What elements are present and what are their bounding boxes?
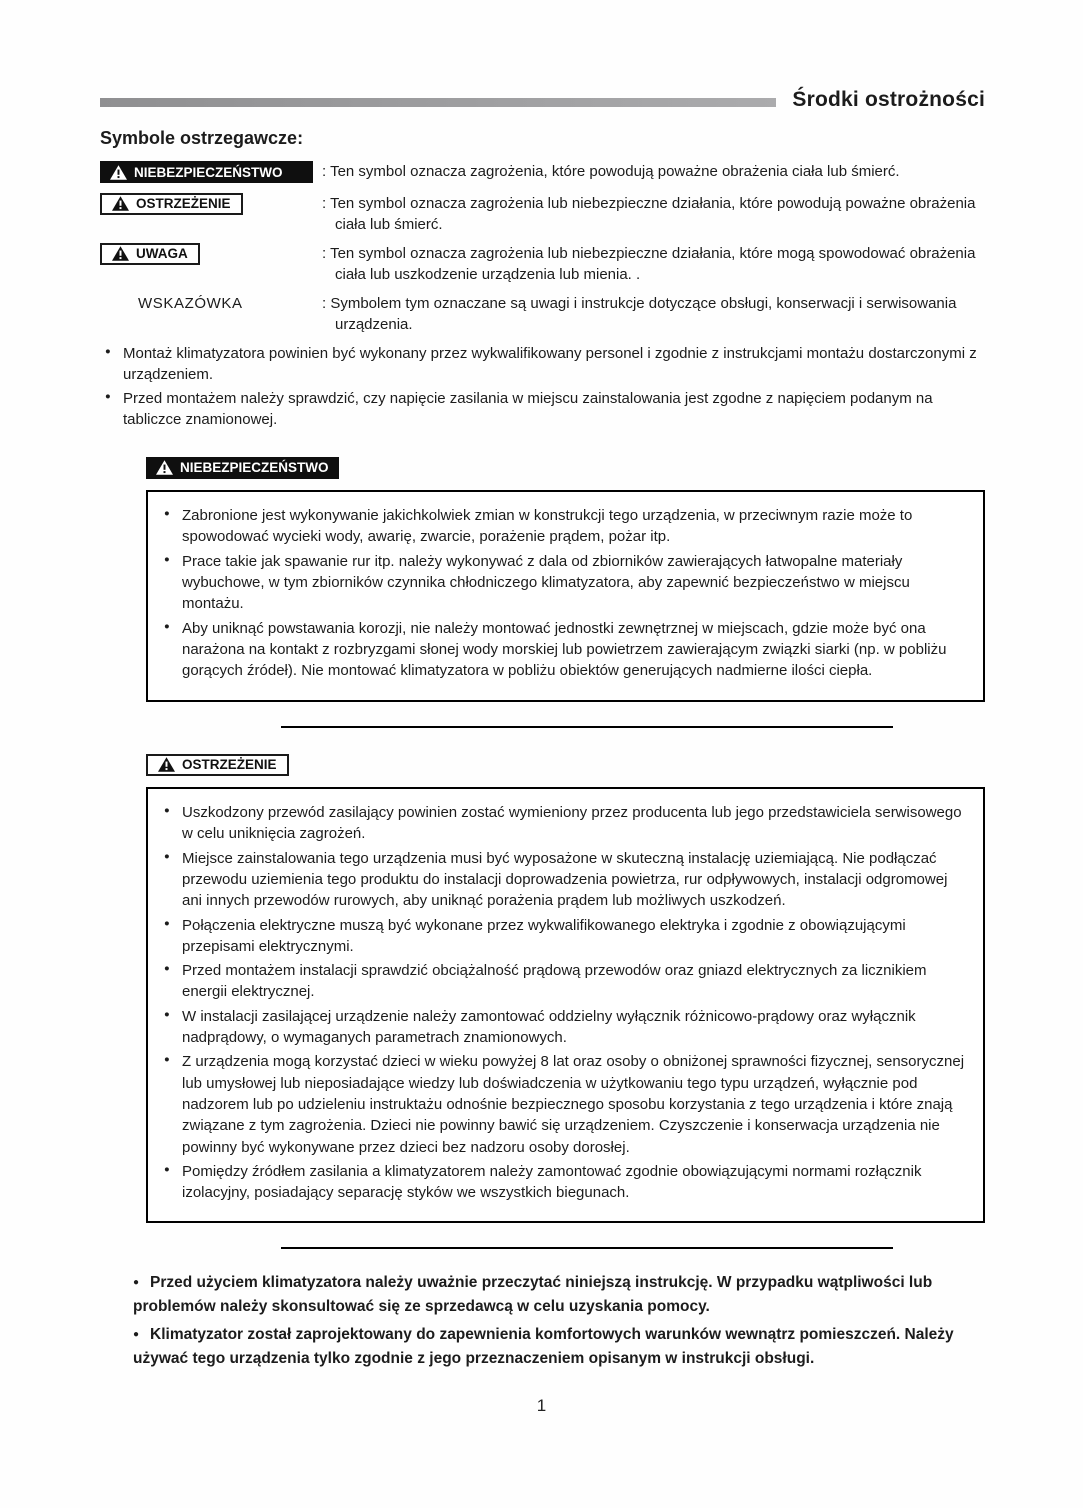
- list-item: ● Połączenia elektryczne muszą być wykonane przez wykwalifikowanego elektryka i zgodnie z obowiązującymi przepisami elektrycznymi.: [164, 915, 967, 958]
- list-item: ● Prace takie jak spawanie rur itp. należy wykonywać z dala od zbiorników zawierających łatwopalne materiały wybuchowe, w tym zbiorników czynnika chłodniczego klimatyzatora, aby zapewnić bezpieczeństwo w miejscu montażu.: [164, 551, 967, 615]
- symbol-description: : Symbolem tym oznaczane są uwagi i instrukcje dotyczące obsługi, konserwacji i serwisowania urządzenia.: [322, 294, 957, 333]
- list-item: ● Z urządzenia mogą korzystać dzieci w wieku powyżej 8 lat oraz osoby o obniżonej sprawności fizycznej, sensorycznej lub umysłowej lub nieposiadające wiedzy lub doświadczenia w użytkowaniu tego typu urządzeń, wyłącznie pod nadzorem lub po udzieleniu instruktażu odnośnie bezpiecznego sposobu korzystania z tego urządzenia i które znają związane z tym zagrożenia. Dzieci nie powinny bawić się urządzeniem. Czyszczenie i konserwacja urządzenia nie powinny być wykonywane przez dzieci bez nadzoru osoby dorosłej.: [164, 1051, 967, 1157]
- danger-section-badge-wrap: [146, 457, 985, 481]
- closing-notes: [133, 1271, 985, 1371]
- page-number: 1: [536, 1396, 547, 1415]
- warning-triangle-icon: [156, 460, 173, 475]
- danger-badge: [146, 457, 339, 479]
- warning-triangle-icon: [112, 196, 129, 211]
- badge-column: [100, 161, 322, 185]
- badge-label: NIEBEZPIECZEŃSTWO: [134, 164, 283, 180]
- warning-box: [146, 787, 985, 1223]
- symbol-description: : Ten symbol oznacza zagrożenia lub niebezpieczne działania, które mogą spowodować obrażenia ciała lub uszkodzenie urządzenia lub mienia. .: [322, 244, 976, 283]
- list-item: ● Pomiędzy źródłem zasilania a klimatyzatorem należy zamontować zgodnie obowiązującymi normami rozłącznik izolacyjny, posiadający separację styków we wszystkich biegunach.: [164, 1161, 967, 1204]
- danger-section: [146, 457, 985, 702]
- list-item: ● Aby uniknąć powstawania korozji, nie należy montować jednostki zewnętrznej w miejscach, gdzie może być ona narażona na kontakt z rozbryzgami słonej wody morskiej lub powietrzem zawierającym związki siarki (np. w pobliżu gorących źródeł). Nie montować klimatyzatora w pobliżu obiektów generujących nadmierne ilości ciepła.: [164, 618, 967, 682]
- danger-badge: [100, 161, 313, 183]
- warning-badge: [146, 754, 289, 776]
- symbol-description: : Ten symbol oznacza zagrożenia lub niebezpieczne działania, które powodują poważne obrażenia ciała lub śmierć.: [322, 194, 976, 233]
- badge-label: UWAGA: [136, 246, 188, 261]
- badge-column: [100, 243, 322, 285]
- symbol-description: : Ten symbol oznacza zagrożenia, które powodują poważne obrażenia ciała lub śmierć.: [322, 163, 900, 180]
- badge-label: NIEBEZPIECZEŃSTWO: [180, 460, 329, 476]
- note-label: WSKAZÓWKA: [138, 294, 243, 312]
- danger-box: [146, 490, 985, 701]
- list-item: ● Uszkodzony przewód zasilający powinien zostać wymieniony przez producenta lub jego przedstawiciela serwisowego w celu uniknięcia zagrożeń.: [164, 802, 967, 845]
- symbol-row-note: [100, 293, 985, 335]
- symbol-row-caution: [100, 243, 985, 285]
- warning-triangle-icon: [158, 757, 175, 772]
- list-item: ● Przed montażem należy sprawdzić, czy napięcie zasilania w miejscu zainstalowania jest zgodne z napięciem podanym na tabliczce znamionowej.: [105, 388, 985, 431]
- warning-triangle-icon: [110, 165, 127, 180]
- list-item: ● Przed montażem instalacji sprawdzić obciążalność prądową przewodów oraz gniazd elektrycznych za licznikiem energii elektrycznej.: [164, 960, 967, 1003]
- list-item: ● Montaż klimatyzatora powinien być wykonany przez wykwalifikowany personel i zgodnie z instrukcjami montażu dostarczonymi z urządzeniem.: [105, 343, 985, 386]
- list-item: ● W instalacji zasilającej urządzenie należy zamontować oddzielny wyłącznik różnicowo-prądowy oraz wyłącznik nadprądowy, o wymaganych parametrach znamionowych.: [164, 1006, 967, 1049]
- symbols-section-heading: Symbole ostrzegawcze:: [100, 128, 304, 148]
- caution-badge: [100, 243, 200, 265]
- danger-bullet-list: [164, 505, 967, 681]
- badge-label: OSTRZEŻENIE: [182, 757, 277, 773]
- list-item: ● Zabronione jest wykonywanie jakichkolwiek zmian w konstrukcji tego urządzenia, w przeciwnym razie może to spowodować wycieki wody, awarię, zwarcie, porażenie prądem, pożar itp.: [164, 505, 967, 548]
- warning-section-badge-wrap: [146, 754, 985, 778]
- intro-bullet-list: [105, 343, 985, 431]
- closing-note: ● Klimatyzator został zaprojektowany do zapewnienia komfortowych warunków wewnątrz pomieszczeń. Należy używać tego urządzenia tylko zgodnie z jego przeznaczeniem opisanym w instrukcji obsługi.: [133, 1323, 985, 1371]
- symbol-row-warning: [100, 193, 985, 235]
- divider-rule: [281, 1247, 893, 1249]
- list-item: ● Miejsce zainstalowania tego urządzenia musi być wyposażone w skuteczną instalację uziemiającą. Nie podłączać przewodu uziemienia tego produktu do instalacji doprowadzenia powietrza, rur odpływowych, instalacji odgromowej ani innych przewodów rurowych, aby uniknąć porażenia prądem lub możliwych uszkodzeń.: [164, 848, 967, 912]
- closing-note: ● Przed użyciem klimatyzatora należy uważnie przeczytać niniejszą instrukcję. W przypadku wątpliwości lub problemów należy skonsultować się ze sprzedawcą w celu uzyskania pomocy.: [133, 1271, 985, 1319]
- warning-badge: [100, 193, 243, 215]
- page-title: Środki ostrożności: [792, 88, 985, 111]
- page-header: [100, 88, 985, 112]
- symbol-row-danger: [100, 161, 985, 185]
- divider-rule: [281, 726, 893, 728]
- badge-column: [100, 293, 322, 335]
- header-decorative-bar: [100, 98, 776, 107]
- warning-bullet-list: [164, 802, 967, 1203]
- warning-triangle-icon: [112, 246, 129, 261]
- badge-column: [100, 193, 322, 235]
- warning-section: [146, 754, 985, 1224]
- badge-label: OSTRZEŻENIE: [136, 196, 231, 211]
